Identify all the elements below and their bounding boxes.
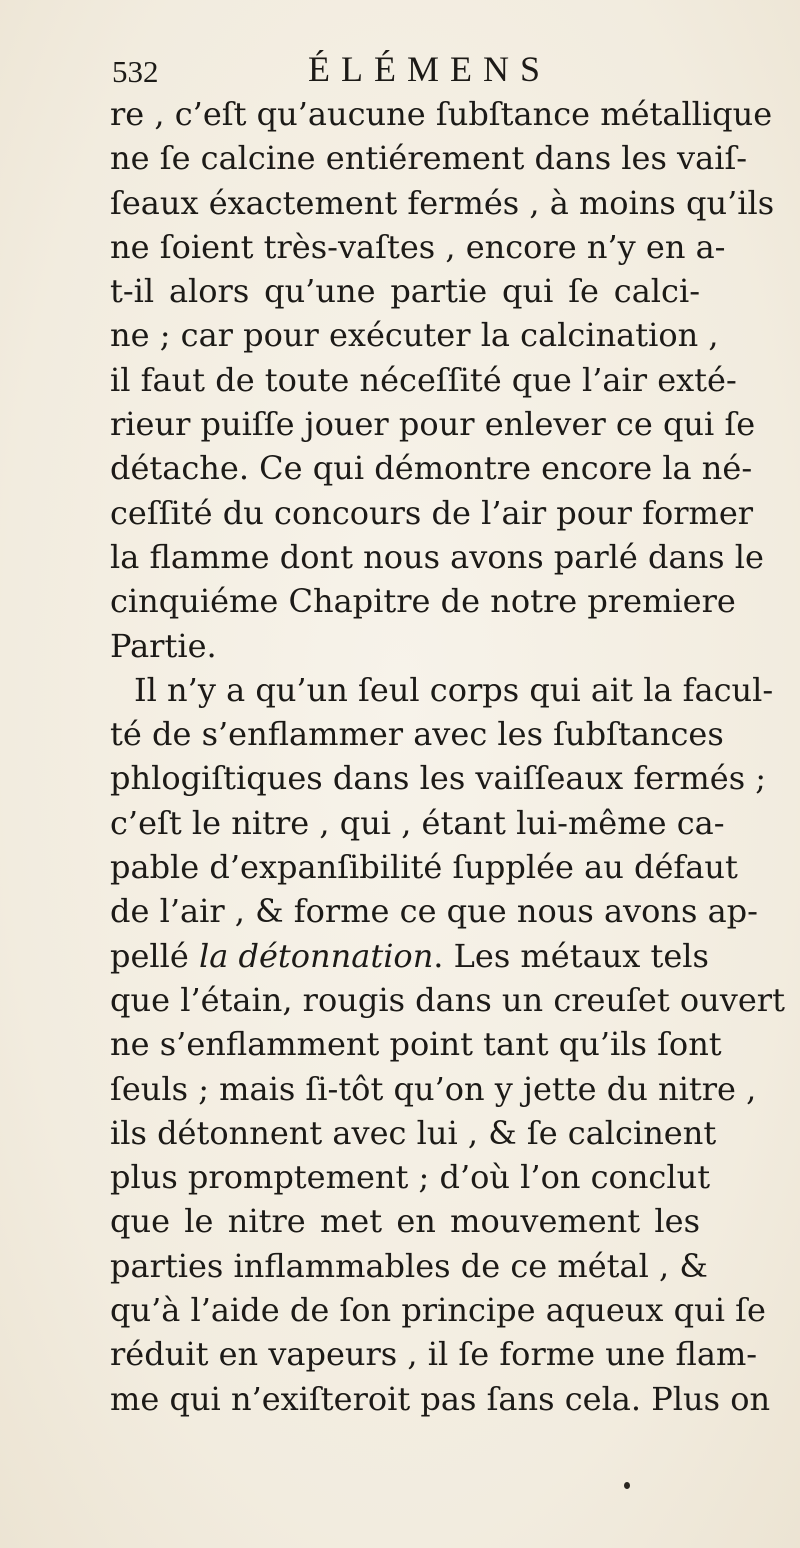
italic-term: la détonnation — [199, 936, 434, 975]
text-line: réduit en vapeurs , il ſe forme une flam- — [110, 1335, 758, 1374]
text-line: cinquiéme Chapitre de notre premiere — [110, 582, 736, 621]
text-line: plus promptement ; d’où l’on conclut — [110, 1158, 711, 1197]
paragraph-2 — [110, 668, 785, 1421]
text-line: il faut de toute néceſſité que l’air exté- — [110, 360, 737, 399]
text-line: ſeaux éxactement fermés , à moins qu’ils — [110, 183, 775, 222]
text-line: ne ſe calcine entiérement dans les vaiſ- — [110, 139, 748, 178]
text-line: parties inflammables de ce métal , & — [110, 1246, 708, 1285]
text-line: ne ſoient très-vaſtes , encore n’y en a- — [110, 227, 726, 266]
text-line: c’eſt le nitre , qui , étant lui-même ca- — [110, 803, 725, 842]
text-line: Il n’y a qu’un ſeul corps qui ait la facul- — [134, 670, 774, 709]
body-text — [110, 92, 785, 1421]
text-line: me qui n’exiſteroit pas ſans cela. Plus on — [110, 1379, 771, 1418]
text-line: t-il alors qu’une partie qui ſe calci- — [110, 272, 700, 311]
text-line: que le nitre met en mouvement les — [110, 1202, 700, 1241]
text-line: Partie. — [110, 626, 217, 665]
text-line: phlogiſtiques dans les vaiſſeaux fermés ; — [110, 759, 767, 798]
text-line: pellé la détonnation. Les métaux tels — [110, 936, 709, 975]
text-line: pable d’expanſibilité ſupplée au défaut — [110, 848, 738, 887]
text-line: ceſſité du concours de l’air pour former — [110, 493, 754, 532]
text-line: détache. Ce qui démontre encore la né- — [110, 449, 753, 488]
page-number: 532 — [112, 54, 159, 89]
text-line: que l’étain, rougis dans un creuſet ouvert — [110, 980, 785, 1019]
page-header — [112, 42, 632, 92]
running-head: ÉLÉMENS — [308, 49, 551, 89]
text-line: de l’air , & forme ce que nous avons ap- — [110, 892, 758, 931]
text-line: ne ; car pour exécuter la calcination , — [110, 316, 719, 355]
paragraph-1 — [110, 92, 775, 668]
text-line: té de s’enflammer avec les ſubſtances — [110, 715, 724, 754]
text-line: ſeuls ; mais ſi-tôt qu’on y jette du nitre , — [110, 1069, 757, 1108]
text-line: qu’à l’aide de ſon principe aqueux qui ſe — [110, 1291, 766, 1330]
text-line: rieur puiſſe jouer pour enlever ce qui ſe — [110, 405, 756, 444]
text-line: ils détonnent avec lui , & ſe calcinent — [110, 1113, 717, 1152]
text-line: re , c’eſt qu’aucune ſubſtance métallique — [110, 95, 773, 133]
ink-speck — [624, 1482, 630, 1489]
text-line: la flamme dont nous avons parlé dans le — [110, 537, 764, 576]
text-line: ne s’enflamment point tant qu’ils ſont — [110, 1025, 722, 1064]
